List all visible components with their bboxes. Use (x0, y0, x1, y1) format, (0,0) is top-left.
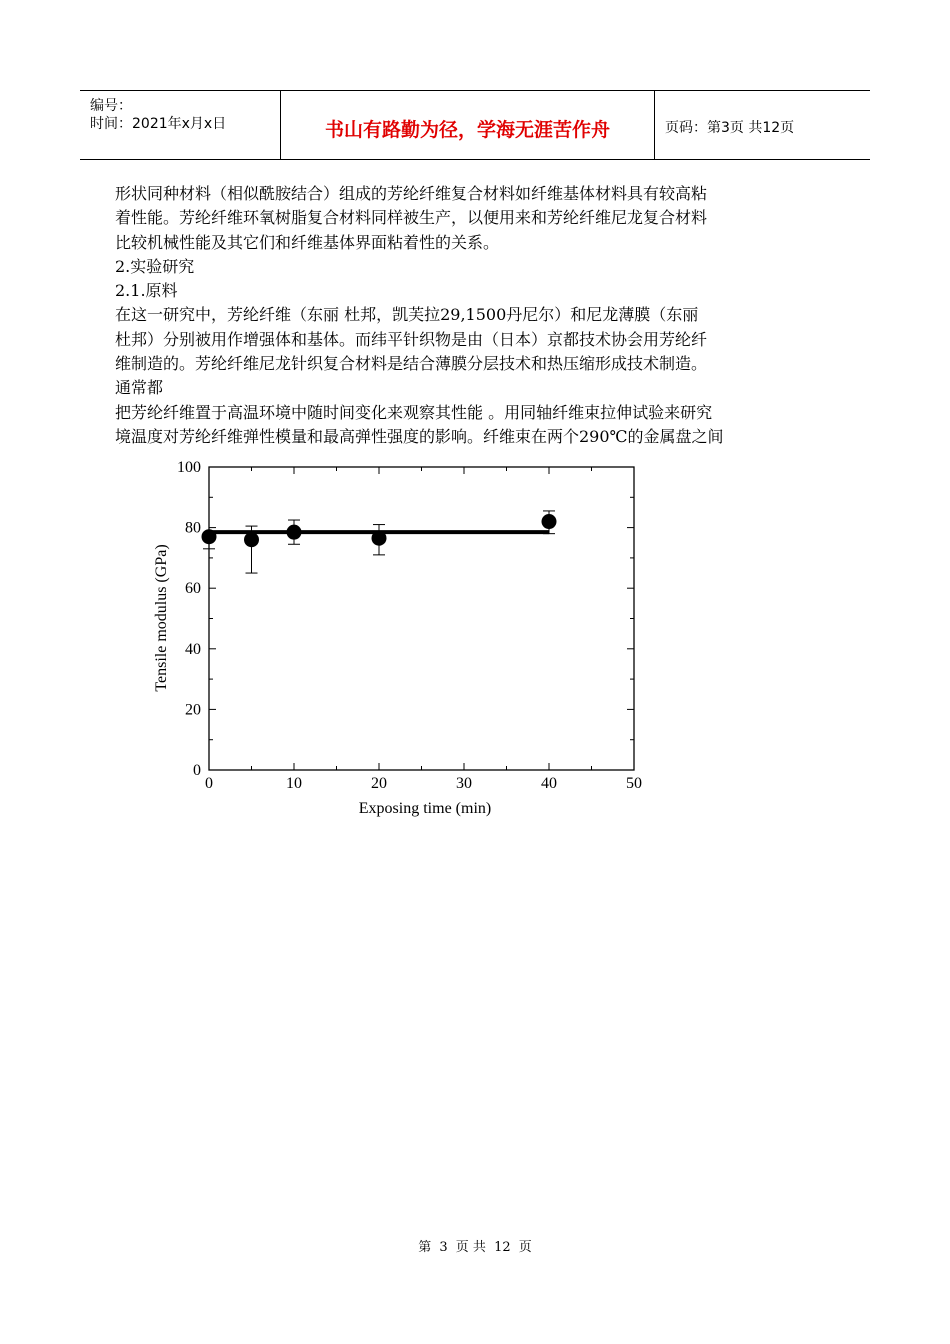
subsection-heading: 2.1.原料 (115, 281, 178, 301)
header-table (80, 90, 870, 160)
footer-suffix: 页 (518, 1240, 532, 1255)
serial-label: 编号： (90, 98, 132, 114)
footer-mid: 页 共 (455, 1240, 486, 1255)
header-left-cell (80, 91, 281, 159)
x-tick-label: 50 (626, 775, 642, 792)
page-info: 页码：第3页 共12页 (665, 120, 795, 136)
paragraph-line: 通常都 (115, 378, 164, 398)
plot-frame (209, 467, 634, 770)
x-tick-label: 0 (205, 775, 213, 792)
header-page-cell (655, 91, 870, 159)
paragraph-line: 着性能。芳纶纤维环氧树脂复合材料同样被生产，以便用来和芳纶纤维尼龙复合材料 (115, 208, 708, 228)
data-point (372, 531, 387, 546)
data-point (287, 525, 302, 540)
x-tick-label: 30 (456, 775, 472, 792)
paragraph-line: 境温度对芳纶纤维弹性模量和最高弹性强度的影响。纤维束在两个290℃的金属盘之间 (115, 426, 724, 446)
tensile-modulus-chart (140, 455, 660, 825)
axis-ticks (177, 459, 642, 792)
x-tick-label: 20 (371, 775, 387, 792)
y-tick-label: 60 (185, 580, 201, 598)
x-tick-label: 10 (286, 775, 302, 792)
paragraph-line: 维制造的。芳纶纤维尼龙针织复合材料是结合薄膜分层技术和热压缩形成技术制造。 (115, 354, 708, 374)
footer-prefix: 第 (418, 1240, 432, 1255)
paragraph-line: 在这一研究中，芳纶纤维（东丽 杜邦，凯芙拉29,1500丹尼尔）和尼龙薄膜（东丽 (115, 305, 699, 325)
data-point (244, 532, 259, 547)
y-tick-label: 40 (185, 640, 201, 658)
header-motto-cell (281, 91, 655, 159)
document-body (115, 182, 840, 449)
y-tick-label: 20 (185, 701, 201, 719)
paragraph-line: 比较机械性能及其它们和纤维基体界面粘着性的关系。 (115, 232, 500, 252)
paragraph-line: 杜邦）分别被用作增强体和基体。而纬平针织物是由（日本）京都技术协会用芳纶纤 (115, 329, 708, 349)
y-tick-label: 0 (193, 762, 201, 779)
y-tick-label: 80 (185, 519, 201, 537)
footer-total-pages: 12 (494, 1240, 511, 1255)
paragraph-line: 把芳纶纤维置于高温环境中随时间变化来观察其性能 。用同轴纤维束拉伸试验来研究 (115, 402, 713, 422)
paragraph-line: 形状同种材料（相似酰胺结合）组成的芳纶纤维复合材料如纤维基体材料具有较高粘 (115, 184, 708, 203)
motto: 书山有路勤为径，学海无涯苦作舟 (324, 119, 610, 141)
section-heading: 2.实验研究 (115, 256, 195, 276)
footer-current-page: 3 (439, 1240, 448, 1255)
data-point (202, 529, 217, 544)
time-label: 时间：2021年x月x日 (90, 116, 227, 132)
page-footer (0, 1236, 950, 1255)
y-tick-label: 100 (177, 459, 201, 476)
y-axis-label: Tensile modulus (GPa) (153, 544, 170, 692)
data-point (542, 514, 557, 529)
x-tick-label: 40 (541, 775, 557, 792)
x-axis-label: Exposing time (min) (358, 800, 492, 817)
